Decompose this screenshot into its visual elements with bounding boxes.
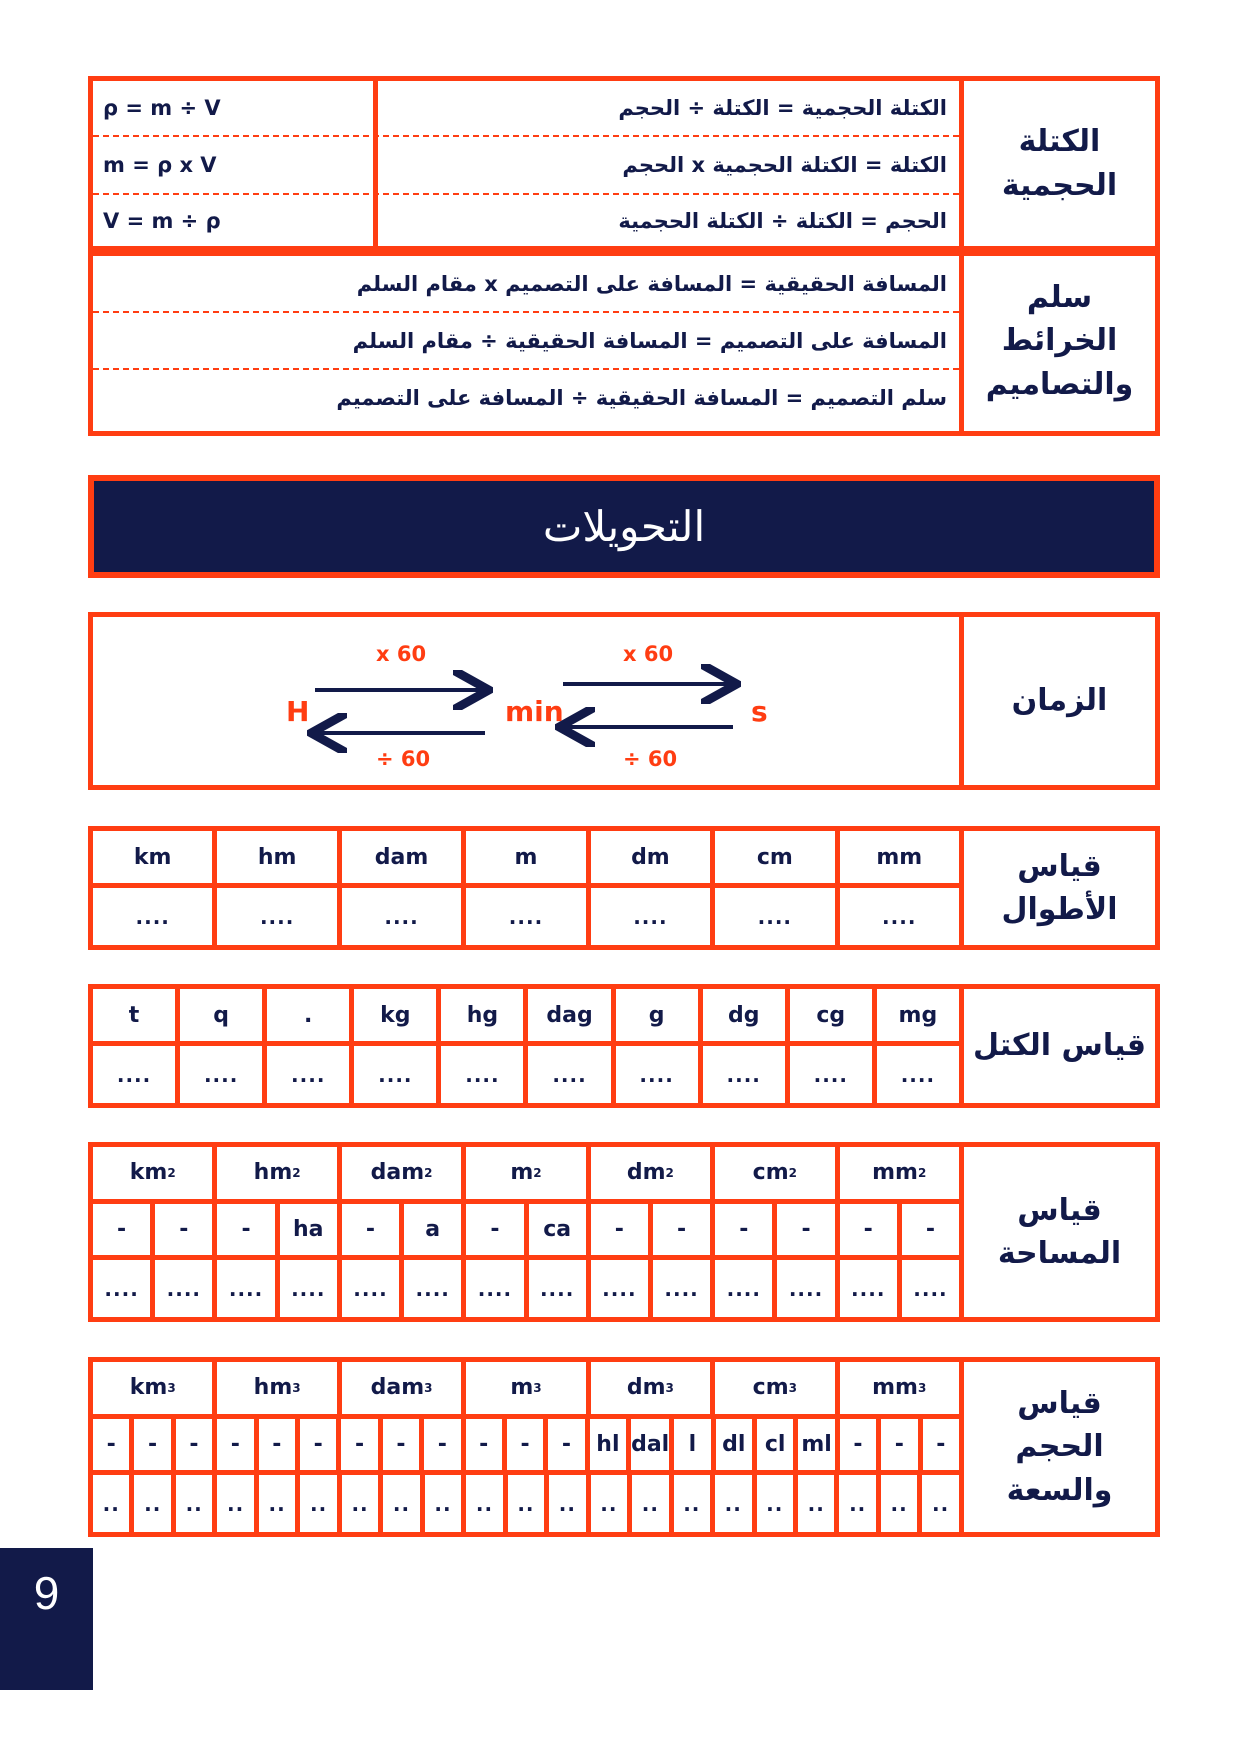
subunit-cell: - — [217, 1419, 258, 1471]
subunit-cell: ml — [798, 1419, 839, 1471]
density-block — [88, 76, 1160, 251]
formula-arabic: المسافة على التصميم = المسافة الحقيقية ÷ مقام السلم — [352, 328, 947, 353]
unit-cell: g — [616, 989, 703, 1041]
units-row — [93, 831, 959, 888]
lengths-label: قياس الأطوال — [959, 831, 1155, 945]
blank-cell: .... — [155, 1260, 217, 1317]
blanks-row — [93, 1260, 959, 1317]
formula-arabic: الكتلة الحجمية = الكتلة ÷ الحجم — [618, 96, 947, 120]
banner-title: التحويلات — [542, 502, 706, 551]
formula-row — [93, 370, 959, 426]
unit-cell: dm 2 — [591, 1147, 715, 1199]
blanks-row — [93, 888, 959, 945]
subunit-cell: - — [936, 1431, 946, 1457]
formula-row — [93, 313, 959, 370]
unit-cell: cg — [790, 989, 877, 1041]
unit-cell: t — [93, 989, 180, 1041]
subunit-cell: cl — [757, 1419, 798, 1471]
subunit-cell: - — [548, 1419, 589, 1471]
blank-cell: .... — [840, 1260, 902, 1317]
blank-cell: .... — [715, 1260, 777, 1317]
unit-cell: cm 3 — [715, 1362, 839, 1414]
subunit-cell: - — [155, 1204, 217, 1256]
subunit-cell: - — [777, 1204, 839, 1256]
formula-row — [93, 81, 959, 137]
subunit-cell: - — [259, 1419, 300, 1471]
blank-cell: .. — [757, 1475, 798, 1532]
volumes-block — [88, 1357, 1160, 1537]
unit-cell: m 2 — [466, 1147, 590, 1199]
blank-cell: .... — [217, 1260, 279, 1317]
blank-cell: .... — [354, 1046, 441, 1103]
unit-cell: dm — [591, 831, 715, 883]
unit-cell: cm 2 — [715, 1147, 839, 1199]
blank-cell: .... — [715, 888, 839, 945]
volumes-grid — [93, 1362, 959, 1532]
subunit-cell: - — [424, 1419, 465, 1471]
blank-cell: .... — [528, 1046, 615, 1103]
blank-cell: .. — [839, 1475, 880, 1532]
blank-cell: .... — [93, 1260, 155, 1317]
blank-cell: .... — [342, 1260, 404, 1317]
blank-cell: .... — [280, 1260, 342, 1317]
blank-cell: .... — [529, 1260, 591, 1317]
subunit-cell: - — [840, 1204, 902, 1256]
blank-cell: .. — [632, 1475, 673, 1532]
blank-cell: .... — [466, 1260, 528, 1317]
blank-cell: .... — [93, 1046, 180, 1103]
column-divider — [373, 81, 378, 246]
subunit-cell: - — [217, 1204, 279, 1256]
unit-minute: min — [505, 695, 564, 728]
formula-arabic: الكتلة = الكتلة الحجمية x الحجم — [622, 153, 947, 177]
blank-cell: .. — [176, 1475, 217, 1532]
units-row — [93, 1362, 959, 1419]
unit-cell: cm — [715, 831, 839, 883]
blank-cell: .... — [882, 904, 917, 929]
areas-label: قياس المساحة — [959, 1147, 1155, 1317]
unit-cell: km 2 — [93, 1147, 217, 1199]
subunit-cell: - — [840, 1419, 881, 1471]
unit-cell: m — [466, 831, 590, 883]
unit-cell: mm — [876, 844, 923, 870]
subunits-row — [93, 1204, 959, 1261]
lengths-block — [88, 826, 1160, 950]
subunit-cell: - — [466, 1419, 507, 1471]
blank-cell: .. — [383, 1475, 424, 1532]
blank-cell: .. — [715, 1475, 756, 1532]
divide-label: ÷ 60 — [623, 747, 678, 771]
unit-cell: q — [180, 989, 267, 1041]
blank-cell: .... — [591, 888, 715, 945]
blank-cell: .. — [342, 1475, 383, 1532]
formula-arabic: الحجم = الكتلة ÷ الكتلة الحجمية — [618, 208, 947, 233]
formula-latin: ρ = m ÷ V — [103, 96, 221, 120]
blank-cell: .... — [267, 1046, 354, 1103]
subunit-cell: - — [342, 1204, 404, 1256]
unit-second: s — [751, 695, 768, 728]
unit-cell: km 3 — [93, 1362, 217, 1414]
formula-row — [93, 137, 959, 195]
blank-cell: .... — [900, 1062, 936, 1087]
subunit-cell: hl — [590, 1419, 631, 1471]
unit-cell: hg — [441, 989, 528, 1041]
blank-cell: .. — [674, 1475, 715, 1532]
unit-cell: dag — [528, 989, 615, 1041]
masses-label: قياس الكتل — [959, 989, 1155, 1103]
blank-cell: .. — [591, 1475, 632, 1532]
blank-cell: .... — [591, 1260, 653, 1317]
blank-cell: .... — [790, 1046, 877, 1103]
blank-cell: .... — [703, 1046, 790, 1103]
time-label: الزمان — [959, 617, 1155, 785]
page-number — [0, 1548, 93, 1690]
blank-cell: .... — [616, 1046, 703, 1103]
blank-cell: .. — [93, 1475, 134, 1532]
unit-cell: dam — [342, 831, 466, 883]
units-row — [93, 1147, 959, 1204]
subunit-cell: - — [715, 1204, 777, 1256]
blanks-row — [93, 1475, 959, 1532]
page-number-text: 9 — [33, 1567, 60, 1619]
unit-cell: . — [267, 989, 354, 1041]
subunit-cell: - — [300, 1419, 341, 1471]
unit-cell: mg — [898, 1002, 938, 1028]
multiply-label: x 60 — [376, 642, 427, 666]
unit-cell: dam 3 — [342, 1362, 466, 1414]
divide-label: ÷ 60 — [376, 747, 431, 771]
subunit-cell: - — [466, 1204, 528, 1256]
unit-cell: hm — [217, 831, 341, 883]
unit-cell: kg — [354, 989, 441, 1041]
unit-cell: hm 2 — [217, 1147, 341, 1199]
blank-cell: .... — [180, 1046, 267, 1103]
formula-arabic: سلم التصميم = المسافة الحقيقية ÷ المسافة على التصميم — [336, 386, 947, 410]
subunit-cell: - — [341, 1419, 382, 1471]
blank-cell: .. — [466, 1475, 507, 1532]
volumes-label: قياس الحجم والسعة — [959, 1362, 1155, 1532]
unit-cell: dm 3 — [591, 1362, 715, 1414]
subunit-cell: - — [507, 1419, 548, 1471]
blank-cell: .. — [881, 1475, 922, 1532]
masses-grid — [93, 989, 959, 1103]
conversion-arrows — [93, 617, 959, 785]
subunit-cell: - — [881, 1419, 922, 1471]
areas-block — [88, 1142, 1160, 1322]
blank-cell: .. — [425, 1475, 466, 1532]
areas-grid — [93, 1147, 959, 1317]
unit-cell: mm 3 — [872, 1375, 927, 1401]
blanks-row — [93, 1046, 959, 1103]
density-label: الكتلة الحجمية — [959, 81, 1155, 246]
blank-cell: .... — [777, 1260, 839, 1317]
subunit-cell: - — [591, 1204, 653, 1256]
blank-cell: .. — [549, 1475, 590, 1532]
blank-cell: .. — [217, 1475, 258, 1532]
unit-cell: dg — [703, 989, 790, 1041]
blank-cell: .. — [932, 1491, 950, 1516]
formula-latin: V = m ÷ ρ — [103, 208, 221, 233]
blank-cell: .... — [404, 1260, 466, 1317]
subunit-cell: - — [383, 1419, 424, 1471]
subunit-cell: - — [93, 1419, 134, 1471]
subunit-cell: dl — [716, 1419, 757, 1471]
subunit-cell: dal — [631, 1419, 674, 1471]
subunit-cell: - — [93, 1204, 155, 1256]
subunit-cell: - — [653, 1204, 715, 1256]
scale-block — [88, 251, 1160, 436]
subunit-cell: ca — [529, 1204, 591, 1256]
conversions-banner — [88, 475, 1160, 578]
formula-row — [93, 256, 959, 313]
multiply-label: x 60 — [623, 642, 674, 666]
subunit-cell: - — [134, 1419, 175, 1471]
subunits-row — [93, 1419, 959, 1476]
time-block — [88, 612, 1160, 790]
formula-arabic: المسافة الحقيقية = المسافة على التصميم x مقام السلم — [356, 271, 947, 296]
units-row — [93, 989, 959, 1046]
blank-cell: .... — [653, 1260, 715, 1317]
blank-cell: .... — [93, 888, 217, 945]
lengths-grid — [93, 831, 959, 945]
blank-cell: .. — [134, 1475, 175, 1532]
formula-latin: m = ρ x V — [103, 153, 217, 177]
subunit-cell: a — [404, 1204, 466, 1256]
blank-cell: .... — [342, 888, 466, 945]
subunit-cell: - — [925, 1216, 936, 1242]
blank-cell: .. — [798, 1475, 839, 1532]
blank-cell: .... — [913, 1276, 948, 1301]
blank-cell: .. — [508, 1475, 549, 1532]
unit-cell: mm 2 — [872, 1160, 927, 1186]
unit-cell: dam 2 — [342, 1147, 466, 1199]
masses-block — [88, 984, 1160, 1108]
unit-cell: hm 3 — [217, 1362, 341, 1414]
formula-row — [93, 195, 959, 246]
scale-label: سلم الخرائط والتصاميم — [959, 251, 1155, 431]
subunit-cell: l — [674, 1419, 715, 1471]
subunit-cell: ha — [280, 1204, 342, 1256]
blank-cell: .... — [441, 1046, 528, 1103]
subunit-cell: - — [176, 1419, 217, 1471]
unit-cell: km — [93, 831, 217, 883]
blank-cell: .... — [217, 888, 341, 945]
blank-cell: .. — [300, 1475, 341, 1532]
blank-cell: .. — [259, 1475, 300, 1532]
blank-cell: .... — [466, 888, 590, 945]
unit-hour: H — [286, 695, 310, 728]
unit-cell: m 3 — [466, 1362, 590, 1414]
